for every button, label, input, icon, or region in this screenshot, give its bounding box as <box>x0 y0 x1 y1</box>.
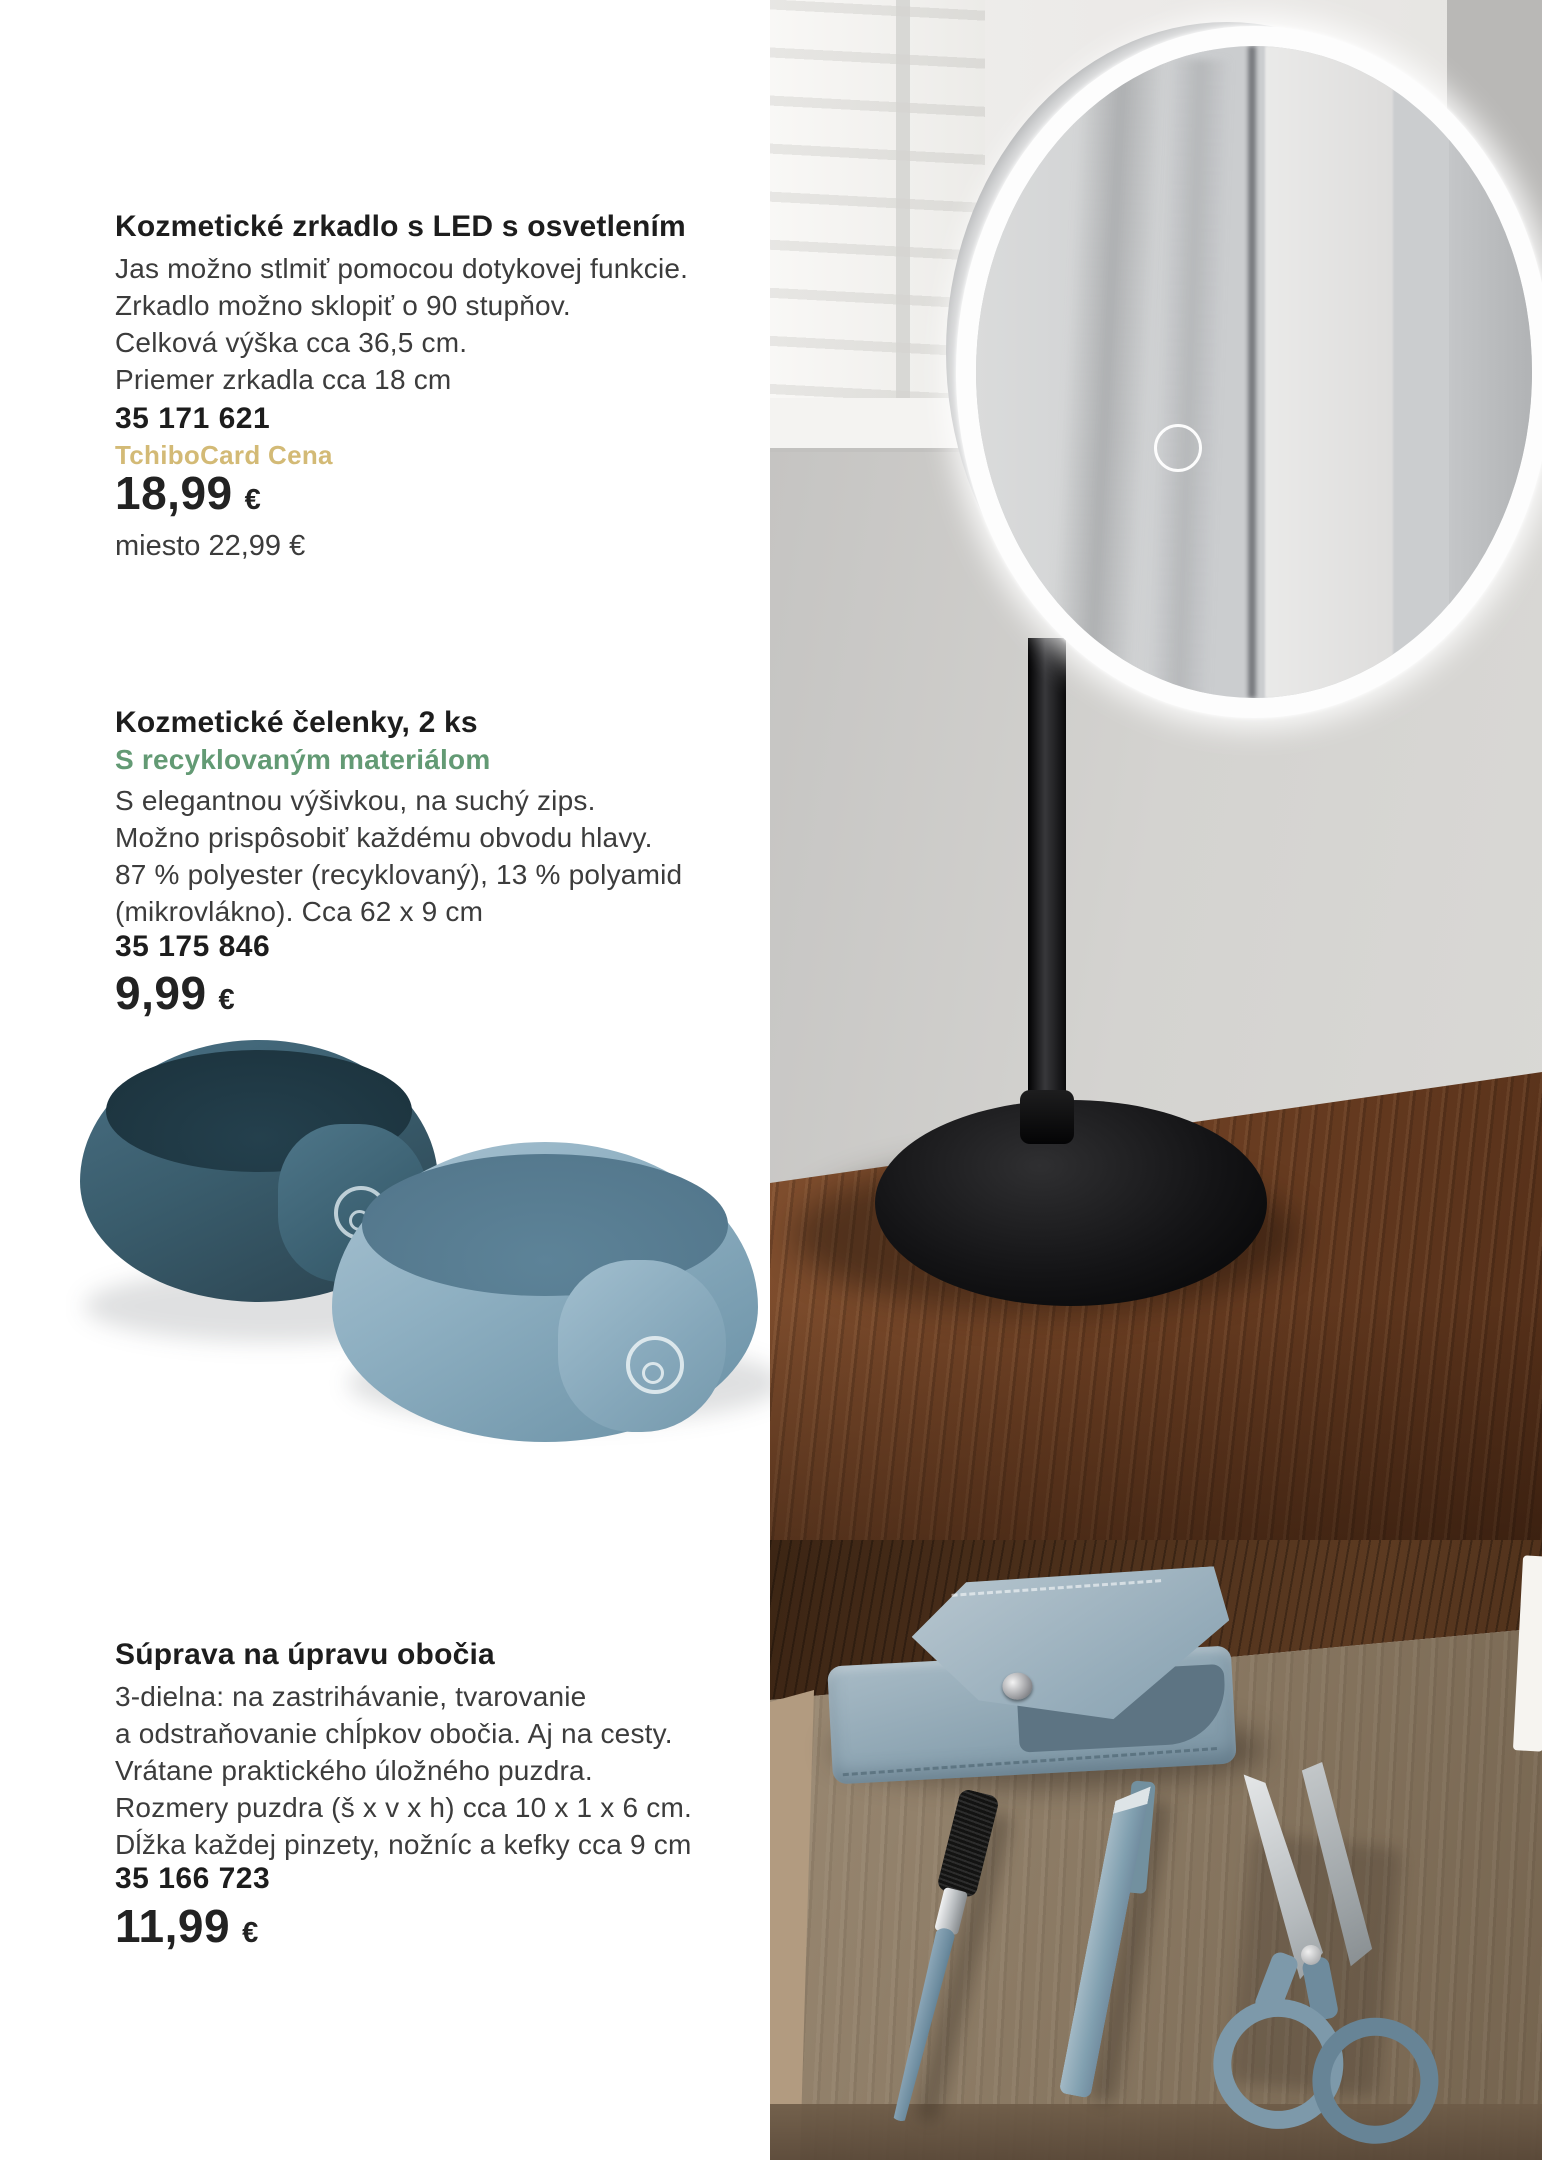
storage-pouch <box>823 1566 1237 1791</box>
embroidered-logo-dot <box>642 1362 664 1384</box>
mirror-stand-pole <box>1028 638 1066 1118</box>
description-line: Jas možno stlmiť pomocou dotykovej funkcie. <box>115 253 689 284</box>
price-value: 9,99 <box>115 967 207 1019</box>
window-frame <box>896 0 910 414</box>
product-title-brow-kit: Súprava na úpravu obočia <box>115 1638 495 1671</box>
brow-scissors <box>1166 1760 1429 2121</box>
currency-symbol: € <box>244 484 261 516</box>
description-line: Vrátane praktického úložného puzdra. <box>115 1755 593 1786</box>
tchibocard-label: TchiboCard Cena <box>115 440 333 470</box>
description-line: Rozmery puzdra (š x v x h) cca 10 x 1 x 6 cm. <box>115 1792 692 1823</box>
led-mirror <box>956 26 1542 718</box>
mirror-reflection <box>1449 46 1532 698</box>
description-line: Priemer zrkadla cca 18 cm <box>115 364 452 395</box>
old-price: miesto 22,99 € <box>115 530 306 562</box>
product-title-headbands: Kozmetické čelenky, 2 ks <box>115 706 478 739</box>
price-row <box>115 966 235 1020</box>
product-title-mirror: Kozmetické zrkadlo s LED s osvetlením <box>115 210 686 243</box>
eco-label: S recyklovaným materiálom <box>115 744 491 775</box>
tray-scene <box>770 1540 1542 2160</box>
item-number: 35 171 621 <box>115 402 271 435</box>
description-line: Celková výška cca 36,5 cm. <box>115 327 468 358</box>
description-line: 87 % polyester (recyklovaný), 13 % polyamid <box>115 859 683 890</box>
description-line: Zrkadlo možno sklopiť o 90 stupňov. <box>115 290 571 321</box>
item-number: 35 166 723 <box>115 1862 271 1895</box>
product-description-mirror <box>115 250 688 398</box>
description-line: (mikrovlákno). Cca 62 x 9 cm <box>115 896 484 927</box>
product-description-brow-kit <box>115 1678 692 1863</box>
price-row <box>115 1899 258 1953</box>
price-value: 11,99 <box>115 1900 231 1952</box>
currency-symbol: € <box>242 1917 259 1949</box>
price-value: 18,99 <box>115 467 233 519</box>
frame-edge-reflection <box>1248 46 1256 698</box>
main-product-photo <box>770 0 1542 2160</box>
description-line: 3-dielna: na zastrihávanie, tvarovanie <box>115 1681 587 1712</box>
description-line: Dĺžka každej pinzety, nožníc a kefky cca 9 cm <box>115 1829 692 1860</box>
currency-symbol: € <box>218 984 235 1016</box>
description-line: S elegantnou výšivkou, na suchý zips. <box>115 785 596 816</box>
price-row <box>115 466 261 520</box>
description-line: a odstraňovanie chĺpkov obočia. Aj na cesty. <box>115 1718 673 1749</box>
description-line: Možno prispôsobiť každému obvodu hlavy. <box>115 822 653 853</box>
product-description-headbands <box>115 782 682 930</box>
item-number: 35 175 846 <box>115 930 271 963</box>
touch-control-icon <box>1154 424 1202 472</box>
headbands-photo <box>80 1040 745 1450</box>
window-frame-reflection <box>1265 46 1393 698</box>
mirror-stand-joint <box>1020 1090 1074 1144</box>
